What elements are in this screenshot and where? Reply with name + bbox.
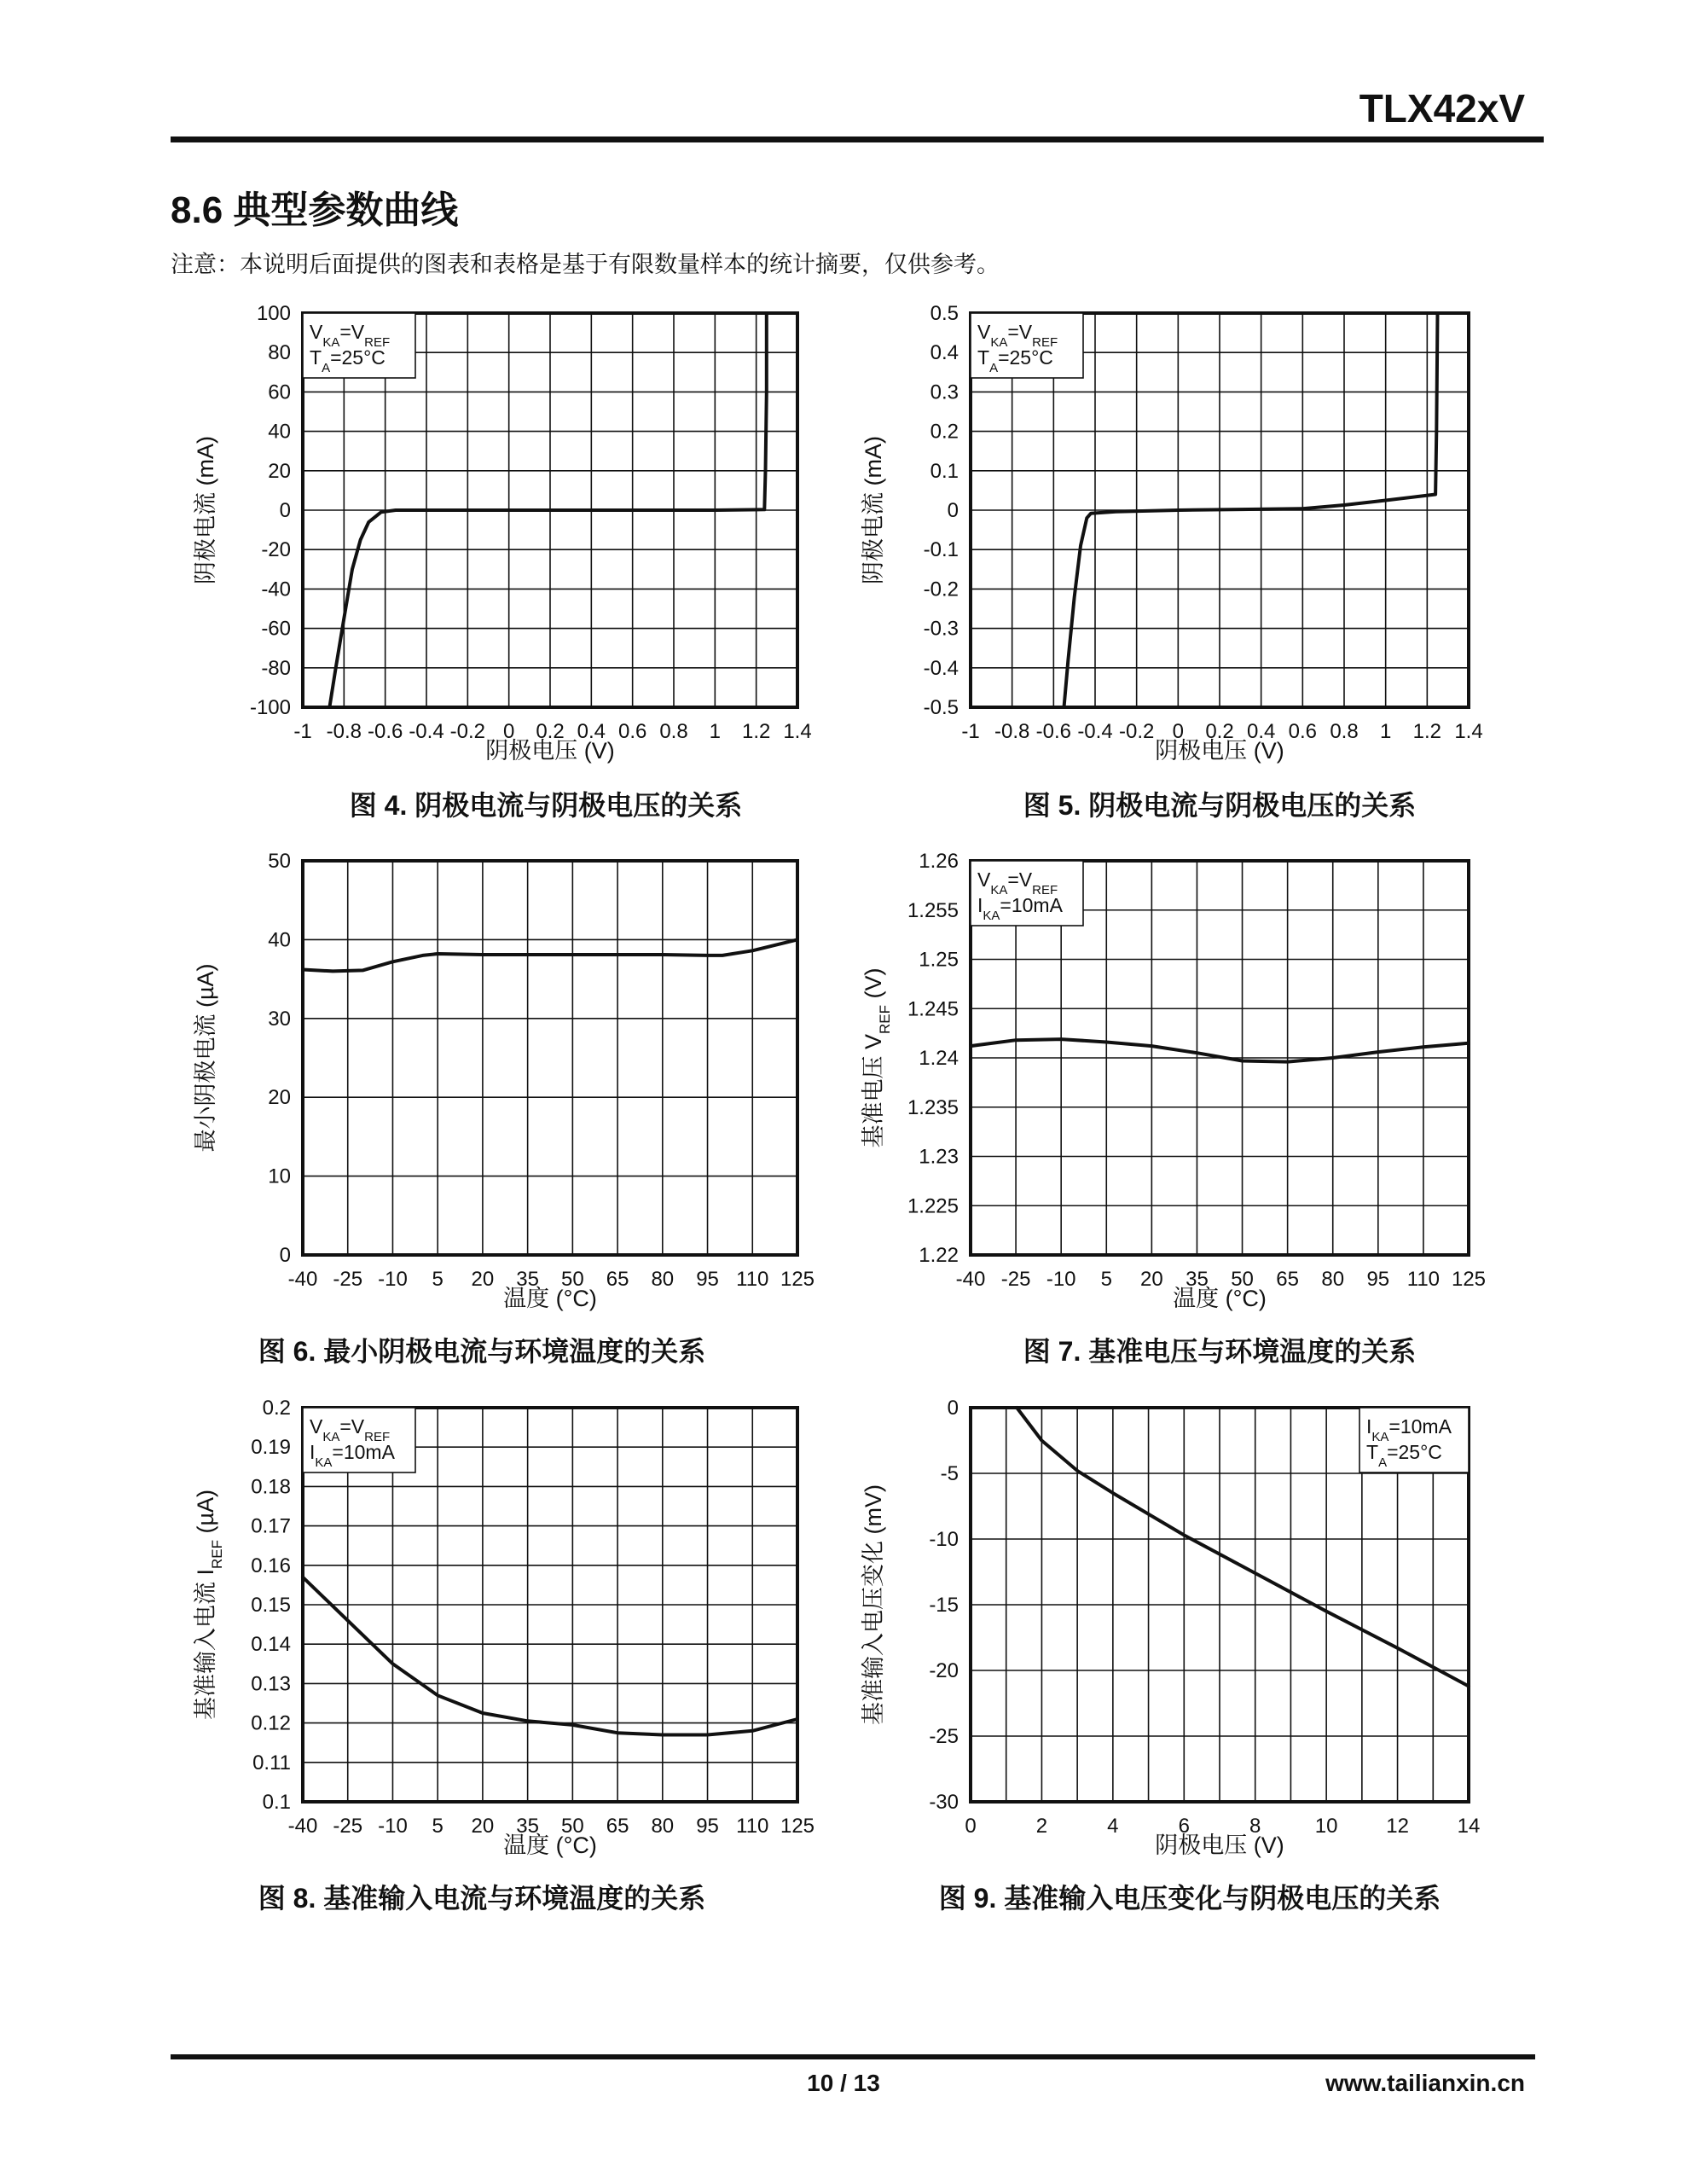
- figure-caption: 图 8. 基准输入电流与环境温度的关系: [258, 1883, 706, 1914]
- annotation-line: $T_A=25^\circ C$: [310, 346, 386, 375]
- x-tick-label: 1.4: [1454, 720, 1483, 743]
- x-tick-label: 10: [1314, 1815, 1338, 1838]
- grid-lines: [303, 861, 797, 1255]
- x-axis-label: 阴极电压 (V): [1155, 1833, 1284, 1858]
- chart-fig9: [861, 1397, 1480, 1914]
- x-tick-label: 20: [471, 1815, 495, 1838]
- y-tick-label: 0.1: [930, 459, 959, 483]
- figure-caption: 图 5. 阴极电流与阴极电压的关系: [1023, 790, 1417, 821]
- annotation-line: $V_{KA}=V_{REF}$: [310, 1415, 391, 1444]
- annotation-line: $V_{KA}=V_{REF}$: [977, 321, 1058, 350]
- y-tick-label: -10: [929, 1528, 959, 1551]
- website-link[interactable]: www.tailianxin.cn: [1325, 2070, 1525, 2096]
- x-tick-label: 125: [1451, 1268, 1487, 1291]
- x-tick-label: 65: [606, 1815, 629, 1838]
- y-tick-label: -30: [929, 1791, 959, 1814]
- annotation-line: $T_A=25^\circ C$: [977, 346, 1053, 375]
- y-tick-label: -15: [929, 1594, 959, 1617]
- figure-caption: 图 9. 基准输入电压变化与阴极电压的关系: [938, 1883, 1441, 1914]
- y-tick-label: -60: [261, 617, 291, 641]
- x-tick-label: 125: [780, 1268, 815, 1291]
- x-tick-label: 0.8: [1330, 720, 1359, 743]
- y-tick-label: -20: [929, 1659, 959, 1682]
- y-tick-label: 0: [279, 1244, 291, 1267]
- y-tick-label: 0.18: [251, 1475, 291, 1499]
- x-tick-label: -25: [1000, 1268, 1031, 1291]
- x-tick-label: 0.8: [659, 720, 688, 743]
- x-tick-label: 5: [432, 1815, 443, 1838]
- y-tick-label: -25: [929, 1725, 959, 1748]
- x-axis-label: 温度 (°C): [503, 1286, 597, 1311]
- x-tick-label: -25: [333, 1268, 363, 1291]
- y-tick-label: 0.2: [930, 420, 959, 444]
- chart-fig5: [861, 302, 1483, 821]
- x-tick-label: 80: [651, 1815, 675, 1838]
- y-tick-label: 30: [268, 1007, 291, 1031]
- y-tick-label: 1.225: [907, 1194, 959, 1218]
- figure-caption: 图 7. 基准电压与环境温度的关系: [1023, 1336, 1417, 1367]
- y-tick-label: 0.12: [251, 1711, 291, 1735]
- x-tick-label: 0: [502, 720, 515, 743]
- y-tick-label: -0.5: [923, 696, 959, 719]
- y-tick-label: 1.26: [919, 850, 959, 873]
- y-tick-label: 0.5: [930, 302, 959, 325]
- x-tick-label: -0.8: [994, 720, 1030, 743]
- x-tick-label: -0.8: [326, 720, 362, 743]
- x-tick-label: -0.4: [1077, 720, 1113, 743]
- chart-fig6: [193, 850, 815, 1367]
- y-axis-label: 基准输入电压变化 (mV): [861, 1484, 886, 1725]
- x-axis-label: 温度 (°C): [1173, 1286, 1267, 1311]
- x-tick-label: 65: [606, 1268, 629, 1291]
- y-axis-label: 最小阴极电流 (µA): [193, 963, 218, 1153]
- annotation-line: $I_{KA}=10mA$: [1366, 1415, 1452, 1444]
- x-tick-label: 35: [516, 1815, 539, 1838]
- x-tick-label: -0.4: [409, 720, 444, 743]
- x-tick-label: 1: [709, 720, 722, 743]
- y-tick-label: -0.3: [923, 617, 959, 641]
- y-tick-label: -40: [261, 578, 291, 601]
- y-tick-label: 0.2: [262, 1397, 291, 1420]
- series-line: [303, 1577, 797, 1735]
- part-number-title: TLX42xV: [1359, 86, 1525, 131]
- x-tick-label: -25: [333, 1815, 363, 1838]
- x-tick-label: 0: [1172, 720, 1185, 743]
- x-tick-label: -0.2: [1118, 720, 1155, 743]
- x-tick-label: 125: [780, 1815, 815, 1838]
- y-tick-label: -0.1: [923, 538, 959, 562]
- y-tick-label: 10: [268, 1165, 291, 1188]
- x-tick-label: 2: [1035, 1815, 1048, 1838]
- x-tick-label: -1: [293, 720, 312, 743]
- y-tick-label: -80: [261, 656, 291, 680]
- x-tick-label: 1.2: [741, 720, 771, 743]
- y-tick-label: 1.255: [907, 898, 959, 922]
- x-tick-label: 0: [965, 1815, 977, 1838]
- x-tick-label: 50: [561, 1815, 584, 1838]
- annotation-line: $T_A=25^\circ C$: [1366, 1441, 1442, 1470]
- y-tick-label: -20: [261, 538, 291, 562]
- y-tick-label: -5: [940, 1462, 959, 1485]
- x-tick-label: 80: [1321, 1268, 1345, 1291]
- section-title: 8.6 典型参数曲线: [171, 189, 459, 231]
- chart-fig4: [193, 302, 812, 821]
- x-tick-label: 4: [1107, 1815, 1119, 1838]
- x-tick-label: 12: [1386, 1815, 1409, 1838]
- x-tick-label: 0.4: [577, 720, 606, 743]
- y-tick-label: 1.23: [919, 1145, 959, 1169]
- x-tick-label: 14: [1457, 1815, 1481, 1838]
- y-tick-label: 40: [268, 928, 291, 952]
- y-tick-label: 20: [268, 1086, 291, 1110]
- x-tick-label: -0.6: [1035, 720, 1072, 743]
- y-tick-label: 0.19: [251, 1436, 291, 1460]
- x-tick-label: 1.4: [783, 720, 812, 743]
- x-tick-label: 50: [1231, 1268, 1254, 1291]
- y-tick-label: 0.14: [251, 1633, 291, 1657]
- y-tick-label: 0: [947, 1397, 959, 1420]
- x-axis-label: 温度 (°C): [503, 1833, 597, 1858]
- x-tick-label: 5: [1100, 1268, 1112, 1291]
- x-tick-label: 95: [1366, 1268, 1390, 1291]
- x-tick-label: 95: [696, 1268, 719, 1291]
- x-tick-label: 5: [432, 1268, 443, 1291]
- x-tick-label: -40: [287, 1815, 318, 1838]
- x-tick-label: 65: [1276, 1268, 1299, 1291]
- page-number: 10 / 13: [807, 2070, 880, 2096]
- x-tick-label: 0.6: [617, 720, 647, 743]
- x-tick-label: -10: [378, 1815, 408, 1838]
- y-tick-label: 0.4: [930, 341, 959, 365]
- y-tick-label: -0.4: [923, 656, 959, 680]
- y-tick-label: -0.2: [923, 578, 959, 601]
- x-tick-label: 8: [1249, 1815, 1261, 1838]
- y-tick-label: 80: [268, 341, 291, 365]
- chart-fig7: [861, 850, 1486, 1367]
- x-tick-label: -40: [955, 1268, 986, 1291]
- plot-frame: [303, 861, 797, 1255]
- footer-divider: [171, 2054, 1535, 2059]
- y-tick-label: 0.15: [251, 1594, 291, 1617]
- x-axis-label: 阴极电压 (V): [1155, 738, 1284, 764]
- x-tick-label: -10: [378, 1268, 408, 1291]
- y-tick-label: 0.11: [252, 1751, 291, 1774]
- y-tick-label: 1.245: [907, 997, 959, 1021]
- x-tick-label: 6: [1178, 1815, 1190, 1838]
- x-tick-label: 35: [516, 1268, 539, 1291]
- x-tick-label: 35: [1186, 1268, 1209, 1291]
- figure-caption: 图 6. 最小阴极电流与环境温度的关系: [258, 1336, 706, 1367]
- x-tick-label: 1: [1379, 720, 1392, 743]
- y-tick-label: 1.235: [907, 1095, 959, 1119]
- x-tick-label: 0.2: [1205, 720, 1234, 743]
- x-tick-label: 0.2: [536, 720, 565, 743]
- annotation-line: $I_{KA}=10mA$: [310, 1441, 395, 1470]
- y-tick-label: 50: [268, 850, 291, 873]
- y-tick-label: 40: [268, 420, 291, 444]
- x-tick-label: -1: [961, 720, 980, 743]
- y-tick-label: 20: [268, 459, 291, 483]
- annotation-line: $V_{KA}=V_{REF}$: [310, 321, 391, 350]
- annotation-line: $I_{KA}=10mA$: [977, 894, 1063, 923]
- x-tick-label: -0.2: [449, 720, 486, 743]
- y-tick-label: 1.25: [919, 948, 959, 972]
- y-tick-label: 0.17: [251, 1514, 291, 1538]
- x-tick-label: 0.6: [1288, 720, 1318, 743]
- x-tick-label: -0.6: [367, 720, 403, 743]
- y-tick-label: 60: [268, 380, 291, 404]
- x-axis-label: 阴极电压 (V): [485, 738, 615, 764]
- x-tick-label: 110: [736, 1268, 769, 1291]
- x-tick-label: 1.2: [1412, 720, 1442, 743]
- y-tick-label: 0: [947, 499, 959, 522]
- x-tick-label: 80: [651, 1268, 675, 1291]
- y-axis-label: 阴极电流 (mA): [193, 436, 218, 584]
- y-tick-label: 0.16: [251, 1554, 291, 1577]
- x-tick-label: 0.4: [1246, 720, 1276, 743]
- y-tick-label: 0.13: [251, 1672, 291, 1696]
- y-tick-label: 0.1: [262, 1791, 291, 1814]
- y-tick-label: 1.24: [919, 1047, 959, 1070]
- section-note: 注意：本说明后面提供的图表和表格是基于有限数量样本的统计摘要，仅供参考。: [171, 252, 1000, 277]
- x-tick-label: 95: [696, 1815, 719, 1838]
- y-tick-label: 0.3: [930, 380, 959, 404]
- figure-caption: 图 4. 阴极电流与阴极电压的关系: [349, 790, 743, 821]
- annotation-line: $V_{KA}=V_{REF}$: [977, 868, 1058, 897]
- y-tick-label: -100: [249, 696, 291, 719]
- x-tick-label: 110: [1406, 1268, 1441, 1291]
- x-tick-label: 20: [1140, 1268, 1163, 1291]
- series-line: [303, 939, 797, 971]
- chart-fig8: [193, 1397, 815, 1914]
- y-axis-label: 基准电压 $V_{REF}$ (V): [861, 967, 893, 1148]
- x-tick-label: 20: [471, 1268, 495, 1291]
- x-tick-label: -40: [287, 1268, 318, 1291]
- y-tick-label: 0: [279, 499, 291, 522]
- y-tick-label: 1.22: [919, 1244, 959, 1267]
- y-tick-label: 100: [256, 302, 291, 325]
- y-axis-label: 基准输入电流 $I_{REF}$ (µA): [193, 1489, 225, 1721]
- x-tick-label: 50: [561, 1268, 584, 1291]
- x-tick-label: -10: [1046, 1268, 1076, 1291]
- y-axis-label: 阴极电流 (mA): [861, 436, 886, 584]
- x-tick-label: 110: [736, 1815, 769, 1838]
